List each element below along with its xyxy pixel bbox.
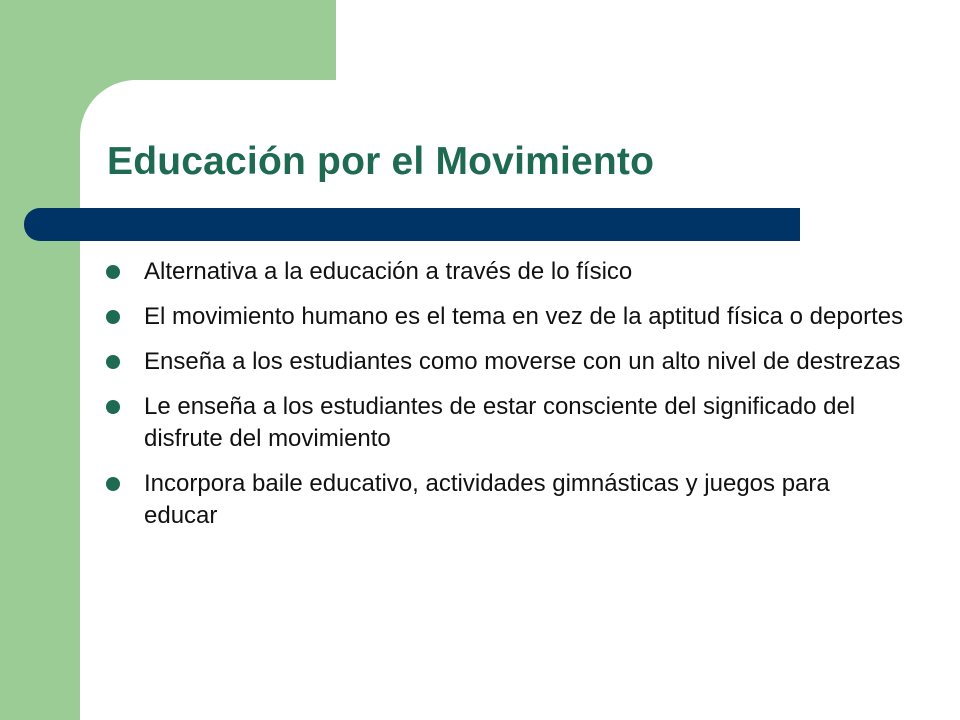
bullet-item bbox=[104, 468, 904, 532]
bullet-text: El movimiento humano es el tema en vez de la aptitud física o deportes bbox=[144, 303, 904, 330]
slide-title: Educación por el Movimiento bbox=[107, 140, 655, 183]
bullet-dot-icon bbox=[106, 355, 120, 369]
bullet-dot-icon bbox=[106, 310, 120, 324]
bullet-dot-icon bbox=[106, 265, 120, 279]
bullet-item bbox=[104, 256, 904, 288]
bullet-item bbox=[104, 346, 904, 378]
bullet-dot-icon bbox=[106, 400, 120, 414]
bullet-list bbox=[104, 256, 904, 545]
bullet-text: Incorpora baile educativo, actividades gimnásticas y juegos para educar bbox=[144, 470, 830, 529]
bullet-item bbox=[104, 391, 904, 455]
bullet-item bbox=[104, 301, 904, 333]
title-underline-bar bbox=[24, 208, 800, 241]
bullet-text: Le enseña a los estudiantes de estar consciente del significado del disfrute del movimiento bbox=[144, 393, 856, 452]
bullet-text: Enseña a los estudiantes como moverse con un alto nivel de destrezas bbox=[144, 348, 901, 375]
bullet-dot-icon bbox=[106, 477, 120, 491]
bullet-text: Alternativa a la educación a través de lo físico bbox=[144, 258, 633, 285]
